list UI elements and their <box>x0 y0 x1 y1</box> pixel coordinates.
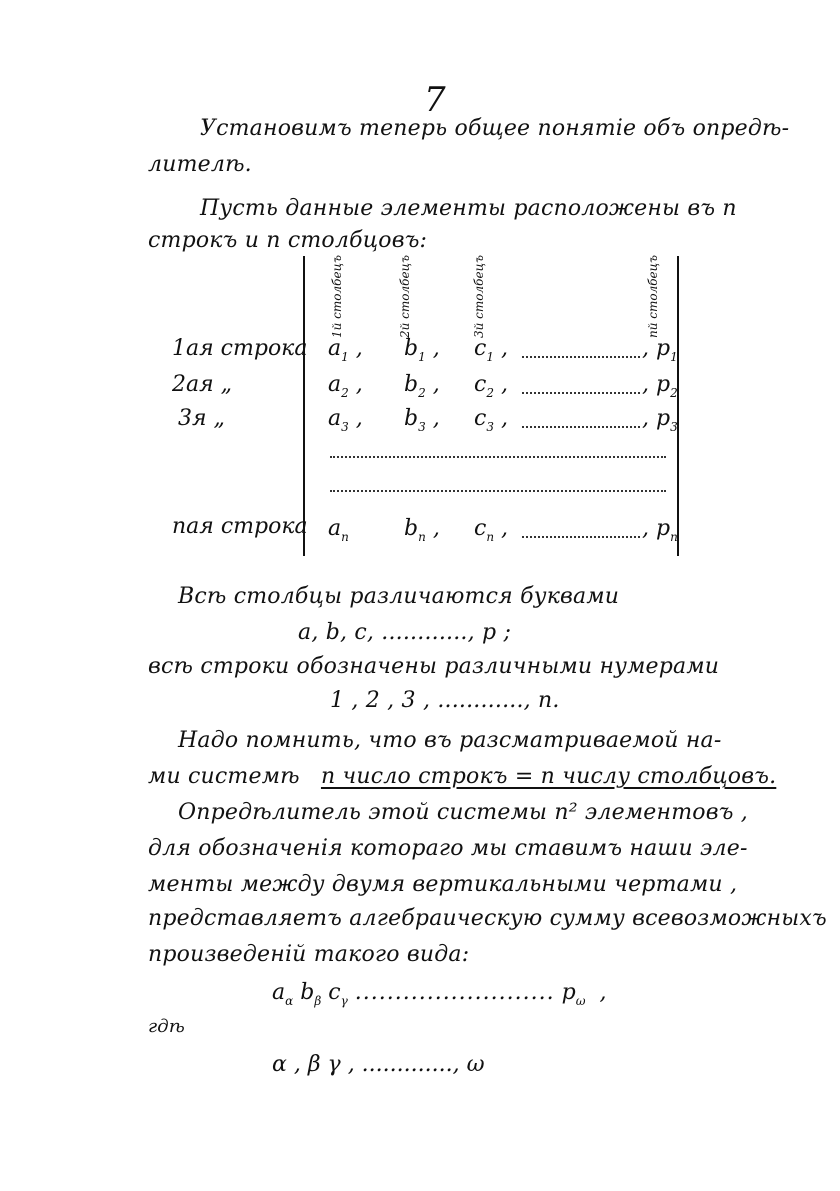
cell-b2: $b_2$ , <box>404 372 440 400</box>
cell-an: $a_n$ <box>328 516 349 544</box>
cell-b1: $b_1$ , <box>404 336 440 364</box>
para5-line3: менты между двумя вертикальными чертами , <box>148 872 738 897</box>
row1-dots <box>522 356 640 358</box>
para2-line2: строкъ и n столбцовъ: <box>148 228 428 253</box>
para3-line2: всѣ строки обозначены различными нумерами <box>148 654 720 679</box>
para3-numbers: 1 , 2 , 3 , ............, n. <box>330 688 560 713</box>
ellipsis-row-1 <box>330 456 666 458</box>
cell-c2: $c_2$ , <box>474 372 508 400</box>
table-left-rule <box>303 256 305 556</box>
cell-c3: $c_3$ , <box>474 406 508 434</box>
col-header-2: 2й столбецъ <box>398 255 412 338</box>
row-label-2: 2ая „ <box>172 372 233 397</box>
cell-bn: $b_n$ , <box>404 516 440 544</box>
cell-b3: $b_3$ , <box>404 406 440 434</box>
row-label-1: 1ая строка <box>172 336 308 361</box>
cell-p2: , $p_2$ <box>642 372 678 400</box>
cell-a2: $a_2$ , <box>328 372 363 400</box>
cell-pn: , $p_n$ <box>642 516 678 544</box>
para1-line2: лителѣ. <box>148 152 252 177</box>
cell-a1: $a_1$ , <box>328 336 363 364</box>
para3-letters: a, b, c, ............, p ; <box>298 620 512 645</box>
para2-line1: Пусть данные элементы расположены въ n <box>200 196 737 221</box>
row-label-n: nая строка <box>172 514 308 539</box>
row-label-3: 3я „ <box>178 406 225 431</box>
para4-line2-pre: ми системѣ <box>148 764 300 789</box>
cell-cn: $c_n$ , <box>474 516 509 544</box>
where-word: гдѣ <box>148 1016 185 1037</box>
para5-line1: Опредѣлитель этой системы n² элементовъ , <box>178 800 748 825</box>
para5-line2: для обозначенія котораго мы ставимъ наши эле- <box>148 836 748 861</box>
cell-a3: $a_3$ , <box>328 406 363 434</box>
row2-dots <box>522 392 640 394</box>
index-list-formula: α , β γ , ............., ω <box>272 1052 485 1077</box>
rown-dots <box>522 536 640 538</box>
cell-p1: , $p_1$ <box>642 336 678 364</box>
col-header-n: nй столбецъ <box>646 254 660 338</box>
para4-line2 <box>148 764 776 789</box>
para1-line1: Установимъ теперь общее понятіе объ опредѣ- <box>200 116 790 141</box>
para4-line2-underlined: n число строкъ = n числу столбцовъ. <box>320 764 777 789</box>
col-header-1: 1й столбецъ <box>330 255 344 338</box>
row3-dots <box>522 426 640 428</box>
para3-line1: Всѣ столбцы различаются буквами <box>178 584 620 609</box>
cell-c1: $c_1$ , <box>474 336 508 364</box>
para5-line5: произведеній такого вида: <box>148 942 470 967</box>
col-header-3: 3й столбецъ <box>472 255 486 338</box>
product-formula: $a_\alpha$ $b_\beta$ $c_\gamma$ ......................... $p_\omega$ , <box>272 980 607 1008</box>
para4-line1: Надо помнить, что въ разсматриваемой на- <box>178 728 722 753</box>
ellipsis-row-2 <box>330 490 666 492</box>
para5-line4: представляетъ алгебраическую сумму всевозможныхъ <box>148 906 827 931</box>
cell-p3: , $p_3$ <box>642 406 678 434</box>
page-number: 7 <box>424 80 446 120</box>
